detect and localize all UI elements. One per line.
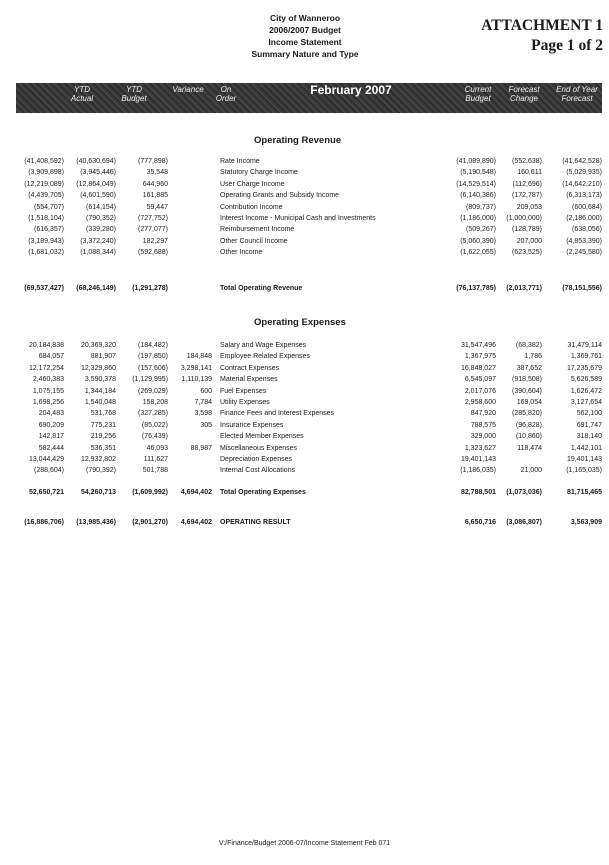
- cell-variance: (197,850): [138, 353, 168, 361]
- expense-row: [16, 431, 602, 442]
- attachment-title: ATTACHMENT 1: [481, 17, 603, 34]
- cell-current-budget: 788,575: [470, 421, 496, 429]
- cell-description: Total Operating Expenses: [220, 489, 306, 496]
- col-ytd-actual-l1: YTD: [74, 85, 90, 94]
- cell-current-budget: (6,140,386): [460, 192, 496, 200]
- expense-row: [16, 397, 602, 408]
- col-ytd-actual-l2: Actual: [70, 94, 94, 103]
- cell-ytd-actual: (16,886,706): [24, 519, 64, 526]
- cell-eoy-forecast: 1,626,472: [570, 387, 602, 395]
- cell-ytd-budget: (4,601,590): [80, 192, 116, 200]
- cell-on-order: [168, 283, 212, 294]
- cell-eoy-forecast: 31,479,114: [567, 342, 602, 349]
- cell-current-budget: (1,186,000): [460, 215, 496, 223]
- col-eoy-forecast-l1: End of Year: [556, 85, 598, 94]
- cell-eoy-forecast: 562,100: [576, 410, 602, 418]
- cell-variance: (327,285): [138, 410, 168, 418]
- cell-description: Salary and Wage Expenses: [220, 342, 307, 349]
- cell-eoy-forecast: 5,626,589: [570, 376, 602, 384]
- cell-current-budget: (5,060,390): [460, 237, 496, 245]
- cell-ytd-budget: 12,329,860: [80, 364, 116, 372]
- cell-description: Finance Fees and Interest Expenses: [220, 410, 335, 418]
- cell-forecast-change: 169,054: [516, 399, 542, 407]
- cell-description: User Charge Income: [220, 180, 285, 188]
- cell-ytd-budget: (12,864,049): [76, 180, 116, 188]
- cell-variance: 111,627: [143, 456, 168, 464]
- col-ytd-budget-l2: Budget: [121, 94, 147, 103]
- cell-ytd-budget: (1,088,344): [80, 249, 116, 257]
- cell-forecast-change: (3,086,807): [506, 519, 542, 526]
- expense-row: [16, 443, 602, 454]
- cell-forecast-change: (1,073,036): [506, 489, 542, 496]
- cell-variance: 182,297: [142, 237, 168, 245]
- report-header: [215, 12, 395, 60]
- cell-eoy-forecast: 19,401,143: [566, 456, 602, 464]
- cell-variance: 35,548: [146, 169, 168, 177]
- revenue-row: [16, 224, 602, 235]
- cell-forecast-change: (1,000,000): [506, 215, 542, 223]
- cell-ytd-budget: (68,246,149): [76, 285, 116, 292]
- cell-on-order: [168, 202, 212, 213]
- cell-eoy-forecast: 1,369,761: [570, 353, 602, 361]
- cell-variance: (277,077): [138, 226, 168, 234]
- cell-ytd-budget: 3,590,378: [84, 376, 116, 384]
- cell-ytd-actual: (288,604): [34, 467, 64, 475]
- cell-description: Depreciation Expenses: [220, 456, 292, 464]
- revenue-row: [16, 202, 602, 213]
- cell-eoy-forecast: (78,151,556): [562, 285, 602, 292]
- cell-ytd-actual: (554,707): [34, 203, 64, 211]
- cell-description: Miscellaneous Expenses: [220, 444, 298, 452]
- revenue-total-row: [16, 283, 602, 294]
- cell-ytd-actual: (3,189,943): [28, 237, 64, 245]
- cell-on-order: [168, 340, 212, 351]
- cell-forecast-change: 118,474: [517, 444, 542, 452]
- cell-ytd-budget: (339,280): [86, 226, 116, 234]
- cell-variance: (157,606): [138, 364, 168, 372]
- revenue-row: [16, 236, 602, 247]
- col-eoy-forecast-l2: Forecast: [561, 94, 593, 103]
- cell-variance: (184,482): [138, 342, 168, 349]
- cell-ytd-actual: 142,817: [38, 433, 64, 441]
- expense-rows: [16, 340, 602, 477]
- cell-on-order: [168, 454, 212, 465]
- revenue-total-table: [16, 283, 602, 294]
- cell-ytd-budget: 531,768: [90, 410, 116, 418]
- cell-eoy-forecast: (600,684): [572, 203, 602, 211]
- cell-on-order: 184,848: [186, 353, 212, 361]
- footer-file-path: V:/Finance/Budget 2006-07/Income Statement Feb 071: [218, 840, 391, 847]
- cell-current-budget: 16,848,027: [460, 364, 496, 372]
- expense-table: [16, 340, 602, 477]
- col-ytd-budget-l1: YTD: [126, 85, 142, 94]
- cell-eoy-forecast: 691,747: [576, 421, 602, 429]
- cell-eoy-forecast: (5,029,935): [566, 169, 602, 177]
- revenue-total-row: [16, 283, 602, 294]
- cell-variance: (1,609,992): [132, 489, 168, 496]
- section-operating-expenses: Operating Expenses: [254, 317, 346, 328]
- cell-ytd-actual: 690,209: [38, 421, 64, 429]
- cell-variance: (1,291,278): [132, 285, 168, 292]
- cell-ytd-actual: 12,172,254: [28, 364, 64, 372]
- attachment-label: [481, 16, 603, 56]
- cell-ytd-budget: (3,372,240): [80, 237, 116, 245]
- cell-ytd-actual: 2,460,383: [32, 376, 64, 384]
- cell-ytd-actual: (12,219,089): [24, 180, 64, 188]
- cell-eoy-forecast: 3,127,654: [570, 399, 602, 407]
- cell-ytd-actual: 13,044,429: [28, 456, 64, 464]
- cell-description: Operating Grants and Subsidy Income: [220, 192, 340, 200]
- cell-ytd-budget: 775,231: [90, 421, 116, 429]
- cell-ytd-actual: (616,357): [34, 226, 64, 234]
- cell-ytd-budget: 1,540,048: [84, 399, 116, 407]
- cell-on-order: [168, 431, 212, 442]
- cell-forecast-change: (112,696): [512, 180, 542, 188]
- col-on-order-l1: On: [220, 85, 232, 94]
- cell-ytd-actual: (1,681,032): [28, 249, 64, 257]
- cell-current-budget: (5,190,548): [460, 169, 496, 177]
- cell-on-order: [168, 167, 212, 178]
- cell-variance: 158,208: [142, 399, 168, 407]
- expense-row: [16, 408, 602, 419]
- cell-on-order: 4,694,402: [180, 489, 212, 496]
- revenue-table: [16, 156, 602, 259]
- cell-variance: (269,029): [138, 387, 168, 395]
- cell-forecast-change: 207,000: [516, 237, 542, 245]
- cell-on-order: 305: [200, 421, 212, 429]
- cell-description: Contract Expenses: [220, 364, 280, 372]
- col-on-order-l2: Order: [215, 94, 237, 103]
- cell-forecast-change: (128,789): [512, 226, 542, 234]
- cell-on-order: [168, 247, 212, 258]
- col-forecast-change: [502, 85, 546, 103]
- revenue-row: [16, 167, 602, 178]
- cell-current-budget: 2,017,076: [464, 387, 496, 395]
- cell-ytd-budget: (614,154): [86, 203, 116, 211]
- cell-current-budget: 1,323,627: [464, 444, 496, 452]
- header-budget-year: 2006/2007 Budget: [269, 25, 341, 35]
- cell-current-budget: (41,089,890): [456, 158, 496, 165]
- cell-eoy-forecast: 17,235,679: [566, 364, 602, 372]
- cell-current-budget: (809,737): [466, 203, 496, 211]
- cell-ytd-actual: 684,057: [38, 353, 64, 361]
- cell-ytd-budget: 881,907: [90, 353, 116, 361]
- cell-current-budget: 82,788,501: [460, 489, 496, 496]
- cell-ytd-actual: (1,518,104): [28, 215, 64, 223]
- cell-variance: 501,788: [142, 467, 168, 475]
- revenue-row: [16, 213, 602, 224]
- cell-ytd-actual: 582,444: [38, 444, 64, 452]
- expense-total-row: [16, 487, 602, 498]
- cell-ytd-budget: 219,256: [90, 433, 116, 441]
- cell-on-order: [168, 179, 212, 190]
- operating-result-row: [16, 517, 602, 528]
- cell-current-budget: 19,401,143: [460, 456, 496, 464]
- cell-variance: (1,129,995): [132, 376, 168, 384]
- header-summary: Summary Nature and Type: [251, 49, 359, 59]
- cell-description: Fuel Expenses: [220, 387, 267, 395]
- cell-forecast-change: (172,787): [512, 192, 542, 200]
- cell-current-budget: (76,137,785): [456, 285, 496, 292]
- col-ytd-budget: [112, 85, 156, 103]
- month-title: February 2007: [310, 83, 392, 97]
- cell-eoy-forecast: (41,642,528): [562, 158, 602, 165]
- expense-row: [16, 351, 602, 362]
- cell-ytd-actual: 1,075,155: [32, 387, 64, 395]
- cell-current-budget: 6,650,716: [464, 519, 496, 526]
- col-forecast-change-l2: Change: [509, 94, 539, 103]
- cell-description: Interest Income - Municipal Cash and Investments: [220, 215, 376, 223]
- col-current-budget-l1: Current: [464, 85, 492, 94]
- cell-ytd-actual: (3,909,898): [28, 169, 64, 177]
- cell-current-budget: (1,622,055): [460, 249, 496, 257]
- cell-on-order: 3,298,141: [180, 364, 212, 372]
- expense-row: [16, 374, 602, 385]
- cell-variance: (592,688): [138, 249, 168, 257]
- cell-current-budget: 31,547,496: [460, 342, 496, 349]
- cell-ytd-budget: (40,630,694): [76, 158, 116, 165]
- col-current-budget: [456, 85, 500, 103]
- cell-ytd-budget: (790,392): [86, 467, 116, 475]
- header-city: City of Wanneroo: [269, 13, 341, 23]
- cell-current-budget: (509,267): [466, 226, 496, 234]
- cell-description: Reimbursement Income: [220, 226, 295, 234]
- cell-eoy-forecast: (2,245,580): [566, 249, 602, 257]
- cell-on-order: [168, 236, 212, 247]
- revenue-row: [16, 179, 602, 190]
- cell-current-budget: (1,186,035): [460, 467, 496, 475]
- cell-variance: (777,898): [138, 158, 168, 165]
- cell-current-budget: 6,545,097: [464, 376, 496, 384]
- cell-on-order: 88,987: [190, 444, 212, 452]
- cell-variance: 161,885: [142, 192, 168, 200]
- cell-on-order: [168, 224, 212, 235]
- operating-result-row: [16, 517, 602, 528]
- expense-row: [16, 363, 602, 374]
- cell-ytd-actual: (4,439,705): [28, 192, 64, 200]
- cell-forecast-change: (552,638): [512, 158, 542, 165]
- cell-ytd-budget: 20,369,320: [80, 342, 116, 349]
- cell-description: Utility Expenses: [220, 399, 270, 407]
- cell-current-budget: (14,529,514): [456, 180, 496, 188]
- cell-ytd-actual: 52,650,721: [28, 489, 64, 496]
- cell-eoy-forecast: 1,442,101: [570, 444, 602, 452]
- cell-ytd-actual: 20,184,838: [28, 342, 64, 349]
- cell-on-order: 3,598: [194, 410, 212, 418]
- cell-ytd-actual: 204,483: [38, 410, 64, 418]
- cell-forecast-change: (68,382): [515, 342, 542, 349]
- cell-forecast-change: (2,013,771): [506, 285, 542, 292]
- revenue-row: [16, 190, 602, 201]
- attachment-page: Page 1 of 2: [531, 37, 603, 54]
- cell-forecast-change: 21,000: [520, 467, 542, 475]
- cell-eoy-forecast: (14,642,210): [562, 180, 602, 188]
- expense-row: [16, 465, 602, 476]
- cell-description: Other Council Income: [220, 237, 288, 245]
- col-on-order: [212, 85, 240, 103]
- cell-current-budget: 847,920: [470, 410, 496, 418]
- cell-ytd-budget: 1,344,184: [84, 387, 116, 395]
- cell-ytd-actual: (41,408,592): [24, 158, 64, 165]
- cell-forecast-change: (390,604): [512, 387, 542, 395]
- cell-variance: (76,439): [141, 433, 168, 441]
- cell-current-budget: 329,000: [470, 433, 496, 441]
- cell-on-order: [168, 213, 212, 224]
- cell-variance: 59,447: [146, 203, 168, 211]
- cell-description: Elected Member Expenses: [220, 433, 304, 441]
- column-header-band: [16, 83, 602, 113]
- col-forecast-change-l1: Forecast: [508, 85, 540, 94]
- cell-ytd-actual: 1,698,256: [32, 399, 64, 407]
- cell-forecast-change: (918,508): [512, 376, 542, 384]
- cell-description: Statutory Charge Income: [220, 169, 298, 177]
- cell-eoy-forecast: 81,715,465: [566, 489, 602, 496]
- revenue-row: [16, 156, 602, 167]
- cell-ytd-budget: 536,351: [90, 444, 116, 452]
- cell-ytd-actual: (69,537,427): [24, 285, 64, 292]
- cell-description: Other Income: [220, 249, 263, 257]
- expense-total-table: [16, 487, 602, 498]
- cell-variance: (2,901,270): [132, 519, 168, 526]
- cell-description: Total Operating Revenue: [220, 285, 303, 292]
- expense-row: [16, 420, 602, 431]
- cell-on-order: [168, 190, 212, 201]
- cell-eoy-forecast: 318,140: [576, 433, 602, 441]
- cell-variance: 46,093: [146, 444, 168, 452]
- cell-description: Internal Cost Allocations: [220, 467, 296, 475]
- cell-ytd-budget: 54,260,713: [80, 489, 116, 496]
- cell-ytd-budget: (13,985,436): [76, 519, 116, 526]
- cell-variance: (85,022): [141, 421, 168, 429]
- revenue-rows: [16, 156, 602, 259]
- cell-on-order: [168, 156, 212, 167]
- expense-row: [16, 340, 602, 351]
- cell-current-budget: 2,958,600: [464, 399, 496, 407]
- section-operating-revenue: Operating Revenue: [254, 135, 342, 146]
- cell-forecast-change: (10,860): [515, 433, 542, 441]
- cell-forecast-change: [496, 454, 542, 465]
- cell-eoy-forecast: (2,186,000): [566, 215, 602, 223]
- cell-ytd-budget: (3,945,446): [80, 169, 116, 177]
- cell-on-order: 600: [200, 387, 212, 395]
- cell-current-budget: 1,367,975: [464, 353, 496, 361]
- cell-on-order: 1,110,139: [181, 376, 212, 384]
- cell-on-order: [168, 465, 212, 476]
- cell-description: Material Expenses: [220, 376, 278, 384]
- cell-forecast-change: 1,786: [524, 353, 542, 361]
- cell-eoy-forecast: 3,563,909: [570, 519, 602, 526]
- cell-forecast-change: (285,820): [512, 410, 542, 418]
- expense-row: [16, 386, 602, 397]
- expense-total-row: [16, 487, 602, 498]
- cell-on-order: 4,694,402: [180, 519, 212, 526]
- cell-eoy-forecast: (4,853,390): [566, 237, 602, 245]
- col-current-budget-l2: Budget: [465, 94, 491, 103]
- col-eoy-forecast: [552, 85, 602, 103]
- revenue-row: [16, 247, 602, 258]
- cell-eoy-forecast: (6,313,173): [566, 192, 602, 200]
- cell-description: Contribution Income: [220, 203, 283, 211]
- cell-description: Employee Related Expenses: [220, 353, 310, 361]
- cell-variance: (727,752): [138, 215, 168, 223]
- expense-row: [16, 454, 602, 465]
- cell-forecast-change: (623,525): [512, 249, 542, 257]
- cell-forecast-change: 160,611: [517, 169, 542, 177]
- cell-forecast-change: (96,828): [515, 421, 542, 429]
- cell-ytd-budget: (790,352): [86, 215, 116, 223]
- cell-description: OPERATING RESULT: [220, 519, 291, 526]
- operating-result-table: [16, 517, 602, 528]
- cell-eoy-forecast: (638,056): [572, 226, 602, 234]
- cell-description: Rate Income: [220, 158, 260, 165]
- cell-forecast-change: 209,053: [516, 203, 542, 211]
- col-variance: Variance: [172, 85, 204, 94]
- cell-description: Insurance Expenses: [220, 421, 284, 429]
- col-ytd-actual: [60, 85, 104, 103]
- cell-ytd-budget: 12,932,802: [80, 456, 116, 464]
- cell-on-order: 7,784: [194, 399, 212, 407]
- cell-forecast-change: 387,652: [516, 364, 542, 372]
- header-statement: Income Statement: [268, 37, 342, 47]
- cell-eoy-forecast: (1,165,035): [566, 467, 602, 475]
- cell-variance: 644,960: [142, 180, 168, 188]
